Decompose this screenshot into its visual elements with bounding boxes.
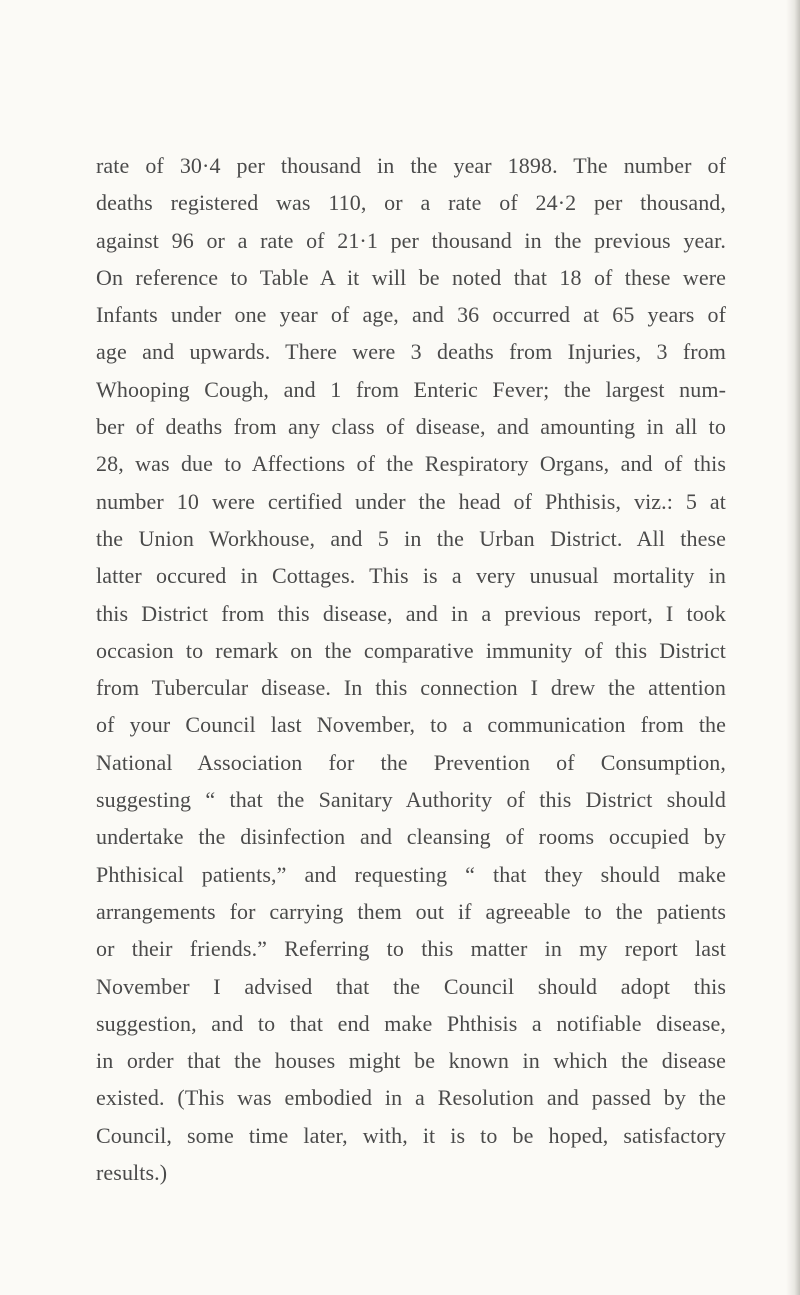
text-line: arrangements for carrying them out if agreeable to the patients: [96, 898, 726, 924]
text-line: rate of 30·4 per thousand in the year 1898. The number of: [96, 153, 726, 178]
text-line: results.): [96, 1160, 168, 1186]
text-line: against 96 or a rate of 21·1 per thousand in the previous year.: [96, 227, 726, 253]
text-line: latter occured in Cottages. This is a very unusual mortality in: [96, 563, 726, 589]
body-paragraph: [96, 147, 726, 1191]
text-line: ber of deaths from any class of disease, and amounting in all to: [96, 414, 726, 440]
text-line: age and upwards. There were 3 deaths from Injuries, 3 from: [96, 339, 726, 365]
text-line: Council, some time later, with, it is to be hoped, satisfactory: [96, 1122, 726, 1148]
text-line: occasion to remark on the comparative immunity of this District: [96, 637, 726, 663]
text-line: or their friends.” Referring to this matter in my report last: [96, 936, 726, 962]
text-line: number 10 were certified under the head of Phthisis, viz.: 5 at: [96, 488, 726, 514]
text-line: National Association for the Prevention of Consumption,: [96, 749, 726, 775]
text-line: in order that the houses might be known in which the disease: [96, 1048, 726, 1074]
text-line: existed. (This was embodied in a Resolution and passed by the: [96, 1085, 726, 1111]
text-line: On reference to Table A it will be noted that 18 of these were: [96, 264, 726, 290]
text-line: of your Council last November, to a communication from the: [96, 712, 726, 738]
text-line: undertake the disinfection and cleansing of rooms occupied by: [96, 824, 726, 850]
text-line: from Tubercular disease. In this connection I drew the attention: [96, 675, 726, 701]
page-edge-shadow: [786, 0, 800, 1295]
text-line: suggesting “ that the Sanitary Authority of this District should: [96, 787, 726, 813]
text-line: Infants under one year of age, and 36 occurred at 65 years of: [96, 302, 726, 328]
text-line: Phthisical patients,” and requesting “ that they should make: [96, 861, 726, 887]
text-line: suggestion, and to that end make Phthisis a notifiable disease,: [96, 1010, 726, 1036]
text-line: this District from this disease, and in a previous report, I took: [96, 600, 726, 626]
text-line: Whooping Cough, and 1 from Enteric Fever; the largest num-: [96, 376, 726, 402]
text-line: November I advised that the Council should adopt this: [96, 973, 726, 999]
text-line: 28, was due to Affections of the Respiratory Organs, and of this: [96, 451, 726, 477]
text-line: deaths registered was 110, or a rate of 24·2 per thousand,: [96, 190, 726, 216]
text-line: the Union Workhouse, and 5 in the Urban District. All these: [96, 525, 726, 551]
